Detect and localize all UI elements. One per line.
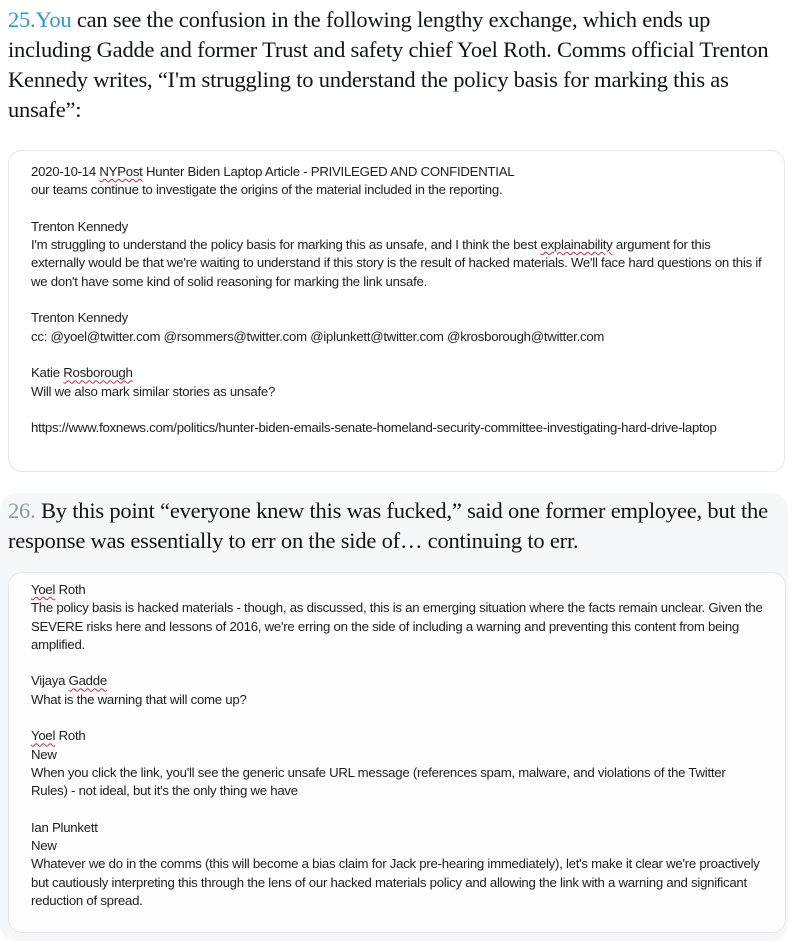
sender-first: Vijaya <box>31 673 69 689</box>
email-message <box>31 672 763 709</box>
email-message <box>31 364 762 401</box>
subject-title: Hunter Biden Laptop Article - PRIVILEGED AND CONFIDENTIAL <box>142 164 515 179</box>
thread-lead-link[interactable]: You <box>35 7 72 32</box>
email-message <box>31 218 765 291</box>
subject-date: 2020-10-14 <box>31 164 100 179</box>
email-message <box>31 581 766 654</box>
sender-last: Rosborough <box>63 365 133 381</box>
email-body: When you click the link, you'll see the generic unsafe URL message (references spam, malware, and violations of the Twitter Rules) - not ideal, but it's the only thing we have <box>31 764 729 799</box>
new-message-tag: New <box>31 746 57 762</box>
flagged-word: explainability <box>540 237 613 253</box>
sender-first: Ian Plunkett <box>31 819 98 835</box>
email-sender: Trenton Kennedy <box>31 310 128 326</box>
email-screenshot-card-1[interactable] <box>8 150 785 472</box>
sender-last: Roth <box>55 728 86 744</box>
paragraph-text: By this point “everyone knew this was fucked,” said one former employee, but the response was essentially to err on the side of… continuing to err. <box>8 498 768 553</box>
thread-number: 26. <box>8 498 36 523</box>
body-text: I'm struggling to understand the policy basis for marking this as unsafe, and I think the best <box>31 237 541 253</box>
sender-last: Roth <box>55 582 86 597</box>
email-sender: Trenton Kennedy <box>31 218 128 234</box>
email-message <box>31 309 762 346</box>
body-text: argument for this externally would be that we're waiting to understand if this story is the result of hacked materials. We'll face hard questions on this if we don't have some kind of solid reasoning for marking the link unsafe. <box>31 237 765 289</box>
email-sender <box>31 727 763 745</box>
email-message <box>31 727 763 800</box>
email-subject <box>31 163 762 181</box>
sender-last: Gadde <box>68 673 107 689</box>
email-body: Whatever we do in the comms (this will become a bias claim for Jack pre-hearing immediately), let's make it clear we're proactively but cautiously interpreting this through the lens of our hacked materials policy and allowing the link with a warning and significant reduction of spread. <box>31 856 764 909</box>
email-sender <box>31 364 762 382</box>
email-link-url: https://www.foxnews.com/politics/hunter-biden-emails-senate-homeland-security-committee-investigating-hard-drive-laptop <box>31 420 717 436</box>
thread-paragraph-25 <box>8 5 788 125</box>
thread-number-link[interactable]: 25. <box>8 7 36 32</box>
thread-paragraph-26 <box>8 496 788 556</box>
email-body: The policy basis is hacked materials - though, as discussed, this is an emerging situation where the facts remain unclear. Given the SEVERE risks here and lessons of 2016, we're erring on the side of including a warning and preventing this content from being amplified. <box>31 600 766 652</box>
paragraph-text: can see the confusion in the following lengthy exchange, which ends up including Gadde and former Trust and safety chief Yoel Roth. Comms official Trenton Kennedy writes, “I'm struggling to understand the policy basis for marking this as unsafe”: <box>8 7 769 122</box>
email-sender <box>31 581 763 599</box>
sender-first: Yoel <box>31 728 56 744</box>
email-screenshot-card-2[interactable] <box>8 572 786 933</box>
email-cc-list: cc: @yoel@twitter.com @rsommers@twitter.com @iplunkett@twitter.com @krosborough@twitter.com <box>31 328 605 344</box>
sender-first: Katie <box>31 365 64 381</box>
email-body: What is the warning that will come up? <box>31 691 247 707</box>
email-sender <box>31 672 763 690</box>
new-message-tag: New <box>31 838 57 854</box>
subject-source: NYPost <box>99 164 143 179</box>
email-message <box>31 819 763 910</box>
email-sender <box>31 819 763 837</box>
email-body <box>31 236 765 291</box>
email-body: Will we also mark similar stories as unsafe? <box>31 383 276 399</box>
sender-first: Yoel <box>31 582 56 597</box>
email-intro: our teams continue to investigate the origins of the material included in the reporting. <box>31 182 503 198</box>
